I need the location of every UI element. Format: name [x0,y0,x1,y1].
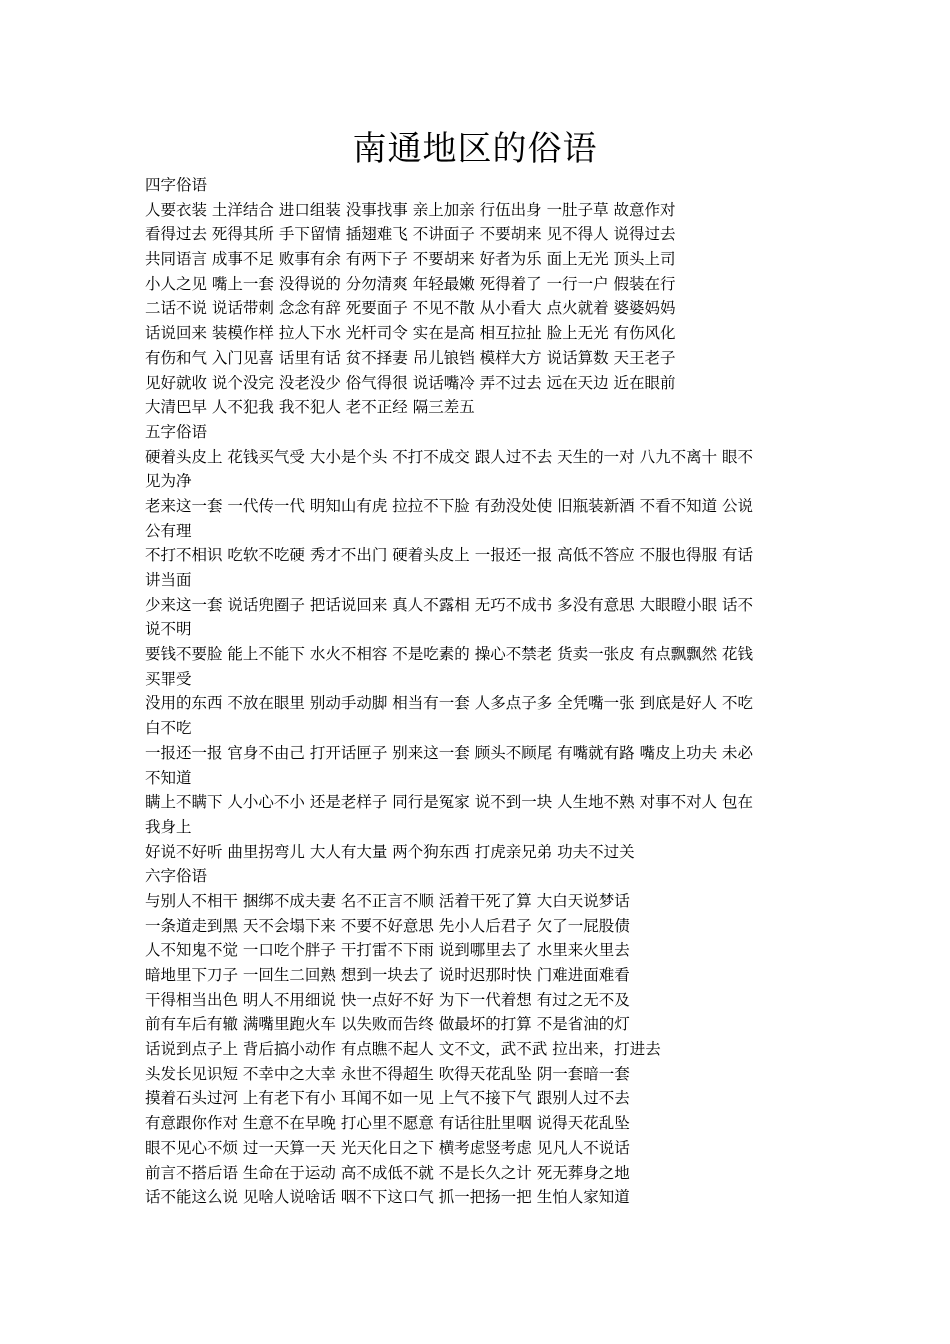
text-line: 有伤和气 入门见喜 话里有话 贫不择妻 吊儿锒铛 模样大方 说话算数 天王老子 [145,348,676,367]
text-line: 看得过去 死得其所 手下留情 插翅难飞 不讲面子 不要胡来 见不得人 说得过去 [145,225,676,244]
text-line: 见为净 [145,472,192,491]
text-line: 人不知鬼不觉 一口吃个胖子 干打雷不下雨 说到哪里去了 水里来火里去 [145,941,630,960]
text-line: 一条道走到黑 天不会塌下来 不要不好意思 先小人后君子 欠了一屁股债 [145,916,630,935]
text-line: 眼不见心不烦 过一天算一天 光天化日之下 横考虑竖考虑 见凡人不说话 [145,1138,630,1157]
text-line: 前言不搭后语 生命在于运动 高不成低不就 不是长久之计 死无葬身之地 [145,1163,630,1182]
text-line: 买罪受 [145,669,192,688]
text-line: 老来这一套 一代传一代 明知山有虎 拉拉不下脸 有劲没处使 旧瓶装新酒 不看不知道 公说 [145,496,753,515]
section-heading-six-char: 六字俗语 [145,867,208,886]
text-line: 话说回来 装模作样 拉人下水 光杆司令 实在是高 相互拉扯 脸上无光 有伤风化 [145,324,676,343]
text-line: 有意跟你作对 生意不在早晚 打心里不愿意 有话往肚里咽 说得天花乱坠 [145,1114,630,1133]
document-title: 南通地区的俗语 [352,129,598,169]
text-line: 话不能这么说 见啥人说啥话 咽不下这口气 抓一把扬一把 生怕人家知道 [145,1188,630,1207]
text-line: 摸着石头过河 上有老下有小 耳闻不如一见 上气不接下气 跟别人过不去 [145,1089,630,1108]
text-line: 不打不相识 吃软不吃硬 秀才不出门 硬着头皮上 一报还一报 高低不答应 不服也得服 有话 [145,546,753,565]
text-line: 我身上 [145,817,192,836]
text-line: 大清巴早 人不犯我 我不犯人 老不正经 隔三差五 [145,398,475,417]
text-line: 话说到点子上 背后搞小动作 有点瞧不起人 文不文，武不武 拉出来，打进去 [145,1040,661,1059]
text-line: 瞒上不瞒下 人小心不小 还是老样子 同行是冤家 说不到一块 人生地不熟 对事不对人 包在 [145,793,753,812]
section-heading-five-char: 五字俗语 [145,422,208,441]
text-line: 没用的东西 不放在眼里 别动手动脚 相当有一套 人多点子多 全凭嘴一张 到底是好人 不吃 [145,694,753,713]
text-line: 暗地里下刀子 一回生二回熟 想到一块去了 说时迟那时快 门难进面难看 [145,966,630,984]
text-line: 前有车后有辙 满嘴里跑火车 以失败而告终 做最坏的打算 不是省油的灯 [145,1015,630,1034]
text-line: 要钱不要脸 能上不能下 水火不相容 不是吃素的 操心不禁老 货卖一张皮 有点飘飘然 花钱 [145,645,753,664]
section-heading-four-char: 四字俗语 [145,176,208,194]
text-line: 与别人不相干 捆绑不成夫妻 名不正言不顺 活着干死了算 大白天说梦话 [145,891,630,910]
text-line: 说不明 [145,620,192,639]
text-line: 好说不好听 曲里拐弯儿 大人有大量 两个狗东西 打虎亲兄弟 功夫不过关 [145,842,635,861]
text-line: 公有理 [145,521,192,540]
text-line: 头发长见识短 不幸中之大幸 永世不得超生 吹得天花乱坠 阴一套暗一套 [145,1064,630,1083]
text-line: 少来这一套 说话兜圈子 把话说回来 真人不露相 无巧不成书 多没有意思 大眼瞪小眼 话不 [145,595,753,614]
text-line: 见好就收 说个没完 没老没少 俗气得很 说话嘴冷 弄不过去 远在天边 近在眼前 [145,373,676,392]
text-line: 一报还一报 官身不由己 打开话匣子 别来这一套 顾头不顾尾 有嘴就有路 嘴皮上功夫 未必 [145,743,753,762]
text-line: 白不吃 [145,719,192,738]
document-body [145,173,805,1210]
text-line: 干得相当出色 明人不用细说 快一点好不好 为下一代着想 有过之无不及 [145,990,630,1009]
text-line: 不知道 [145,768,192,787]
text-line: 二话不说 说话带刺 念念有辞 死要面子 不见不散 从小看大 点火就着 婆婆妈妈 [145,299,676,318]
text-line: 硬着头皮上 花钱买气受 大小是个头 不打不成交 跟人过不去 天生的一对 八九不离十 眼不 [145,447,753,466]
text-line: 共同语言 成事不足 败事有余 有两下子 不要胡来 好者为乐 面上无光 顶头上司 [145,250,676,269]
text-line: 讲当面 [145,571,192,589]
text-line: 人要衣装 土洋结合 进口组装 没事找事 亲上加亲 行伍出身 一肚子草 故意作对 [145,200,676,219]
text-line: 小人之见 嘴上一套 没得说的 分勿清爽 年轻最嫩 死得着了 一行一户 假装在行 [145,274,676,293]
